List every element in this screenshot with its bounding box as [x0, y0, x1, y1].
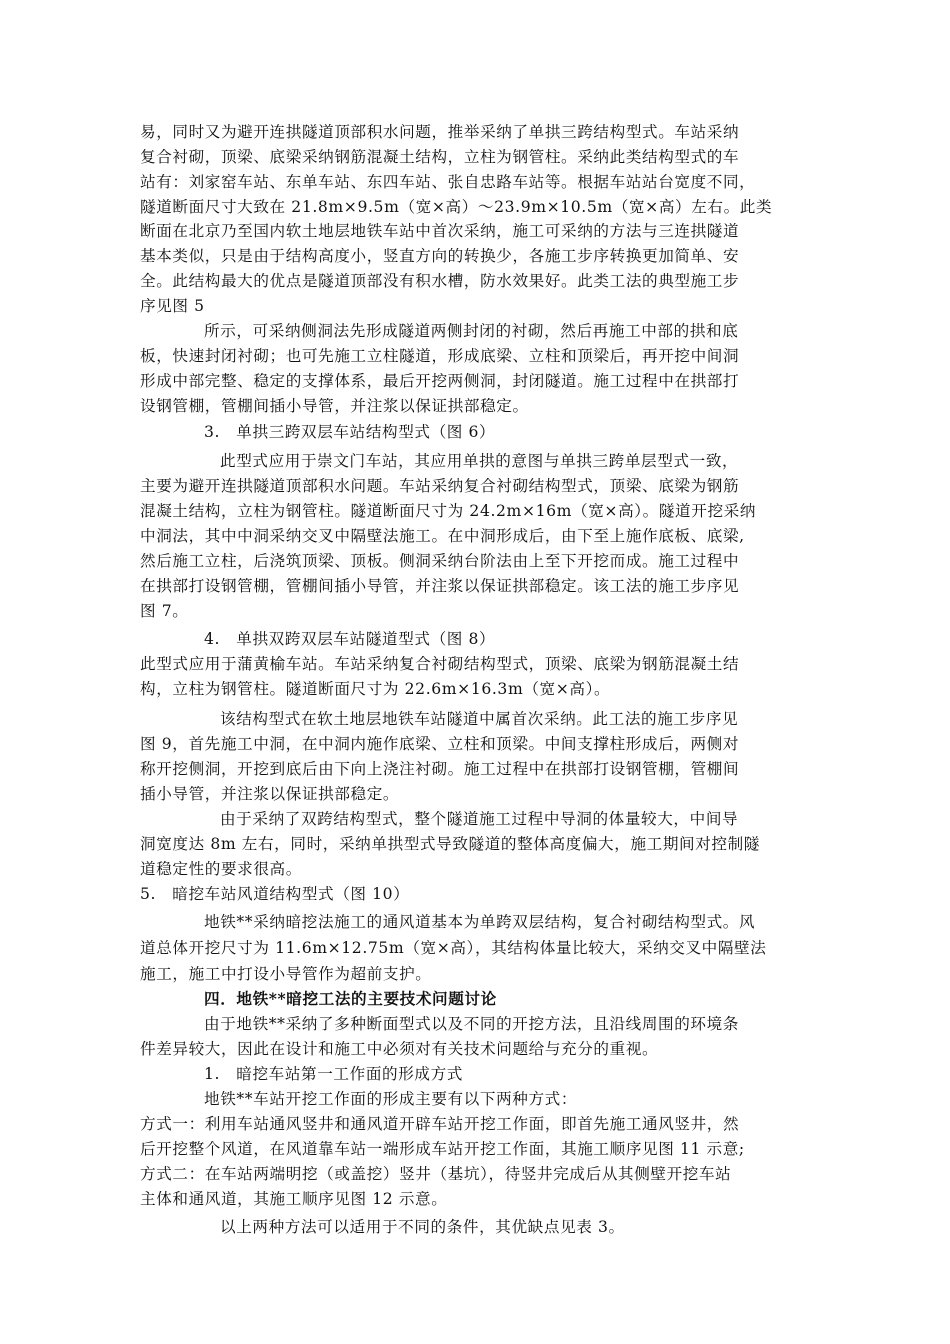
paragraph-line: 序见图 5 [140, 297, 205, 315]
paragraph-line: 混凝土结构，立柱为钢管柱。隧道断面尺寸为 24.2m×16m（宽×高）。隧道开挖采纳 [140, 502, 757, 520]
paragraph-line: 地铁**采纳暗挖法施工的通风道基本为单跨双层结构，复合衬砌结构型式。风 [204, 913, 756, 931]
paragraph-line: 设钢管棚，管棚间插小导管，并注浆以保证拱部稳定。 [140, 397, 529, 415]
paragraph-line: 道总体开挖尺寸为 11.6m×12.75m（宽×高），其结构体量比较大，采纳交叉中隔壁法 [140, 939, 767, 957]
paragraph-line: 件差异较大，因此在设计和施工中必须对有关技术问题给与充分的重视。 [140, 1040, 659, 1058]
paragraph-line: 所示，可采纳侧洞法先形成隧道两侧封闭的衬砌，然后再施工中部的拱和底 [204, 322, 739, 340]
paragraph-line: 形成中部完整、稳定的支撑体系，最后开挖两侧洞，封闭隧道。施工过程中在拱部打 [140, 372, 740, 390]
paragraph-line: 此型式应用于蒲黄榆车站。车站采纳复合衬砌结构型式，顶梁、底梁为钢筋混凝土结 [140, 655, 740, 673]
paragraph-line: 洞宽度达 8m 左右，同时，采纳单拱型式导致隧道的整体高度偏大，施工期间对控制隧 [140, 835, 760, 853]
section-heading: 4. 单拱双跨双层车站隧道型式（图 8） [204, 630, 496, 648]
paragraph-line: 此型式应用于崇文门车站，其应用单拱的意图与单拱三跨单层型式一致， [220, 452, 739, 470]
paragraph-line: 隧道断面尺寸大致在 21.8m×9.5m（宽×高）～23.9m×10.5m（宽×高）左右。此类 [140, 198, 773, 216]
paragraph-line: 由于采纳了双跨结构型式，整个隧道施工过程中导洞的体量较大，中间导 [220, 810, 739, 828]
paragraph-line: 全。此结构最大的优点是隧道顶部没有积水槽，防水效果好。此类工法的典型施工步 [140, 272, 740, 290]
section-heading: 1. 暗挖车站第一工作面的形成方式 [204, 1065, 463, 1083]
paragraph-line: 站有：刘家窑车站、东单车站、东四车站、张自忠路车站等。根据车站站台宽度不同， [140, 173, 756, 191]
paragraph-line: 方式一：利用车站通风竖井和通风道开辟车站开挖工作面，即首先施工通风竖井，然 [140, 1115, 740, 1133]
paragraph-line: 基本类似，只是由于结构高度小，竖直方向的转换少，各施工步序转换更加简单、安 [140, 247, 740, 265]
paragraph-line: 后开挖整个风道，在风道靠车站一端形成车站开挖工作面，其施工顺序见图 11 示意; [140, 1140, 745, 1158]
paragraph-line: 地铁**车站开挖工作面的形成主要有以下两种方式： [204, 1090, 578, 1108]
paragraph-line: 图 9，首先施工中洞，在中洞内施作底梁、立柱和顶梁。中间支撑柱形成后，两侧对 [140, 735, 740, 753]
paragraph-line: 施工，施工中打设小导管作为超前支护。 [140, 965, 432, 983]
paragraph-line: 板，快速封闭衬砌；也可先施工立柱隧道，形成底梁、立柱和顶梁后，再开挖中间洞 [140, 347, 740, 365]
paragraph-line: 主体和通风道，其施工顺序见图 12 示意。 [140, 1190, 448, 1208]
paragraph-line: 在拱部打设钢管棚，管棚间插小导管，并注浆以保证拱部稳定。该工法的施工步序见 [140, 577, 740, 595]
paragraph-line: 构，立柱为钢管柱。隧道断面尺寸为 22.6m×16.3m（宽×高）。 [140, 680, 611, 698]
paragraph-line: 由于地铁**采纳了多种断面型式以及不同的开挖方法，且沿线周围的环境条 [204, 1015, 739, 1033]
section-heading: 5. 暗挖车站风道结构型式（图 10） [140, 885, 410, 903]
paragraph-line: 该结构型式在软土地层地铁车站隧道中属首次采纳。此工法的施工步序见 [220, 710, 739, 728]
chapter-heading: 四．地铁**暗挖工法的主要技术问题讨论 [204, 989, 497, 1008]
paragraph-line: 然后施工立柱，后浇筑顶梁、顶板。侧洞采纳台阶法由上至下开挖而成。施工过程中 [140, 552, 740, 570]
paragraph-line: 称开挖侧洞，开挖到底后由下向上浇注衬砌。施工过程中在拱部打设钢管棚，管棚间 [140, 760, 740, 778]
section-heading: 3. 单拱三跨双层车站结构型式（图 6） [204, 423, 496, 441]
paragraph-line: 中洞法，其中中洞采纳交叉中隔壁法施工。在中洞形成后，由下至上施作底板、底梁, [140, 527, 745, 545]
paragraph-line: 图 7。 [140, 602, 189, 620]
paragraph-line: 方式二：在车站两端明挖（或盖挖）竖井（基坑），待竖井完成后从其侧壁开挖车站 [140, 1165, 732, 1183]
paragraph-line: 道稳定性的要求很高。 [140, 860, 302, 878]
paragraph-line: 主要为避开连拱隧道顶部积水问题。车站采纳复合衬砌结构型式，顶梁、底梁为钢筋 [140, 477, 740, 495]
paragraph-line: 插小导管，并注浆以保证拱部稳定。 [140, 785, 400, 803]
paragraph-line: 复合衬砌，顶梁、底梁采纳钢筋混凝土结构，立柱为钢管柱。采纳此类结构型式的车 [140, 148, 740, 166]
paragraph-line: 以上两种方法可以适用于不同的条件，其优缺点见表 3。 [220, 1218, 625, 1236]
paragraph-line: 断面在北京乃至国内软土地层地铁车站中首次采纳，施工可采纳的方法与三连拱隧道 [140, 222, 740, 240]
paragraph-line: 易，同时又为避开连拱隧道顶部积水问题，推举采纳了单拱三跨结构型式。车站采纳 [140, 123, 740, 141]
